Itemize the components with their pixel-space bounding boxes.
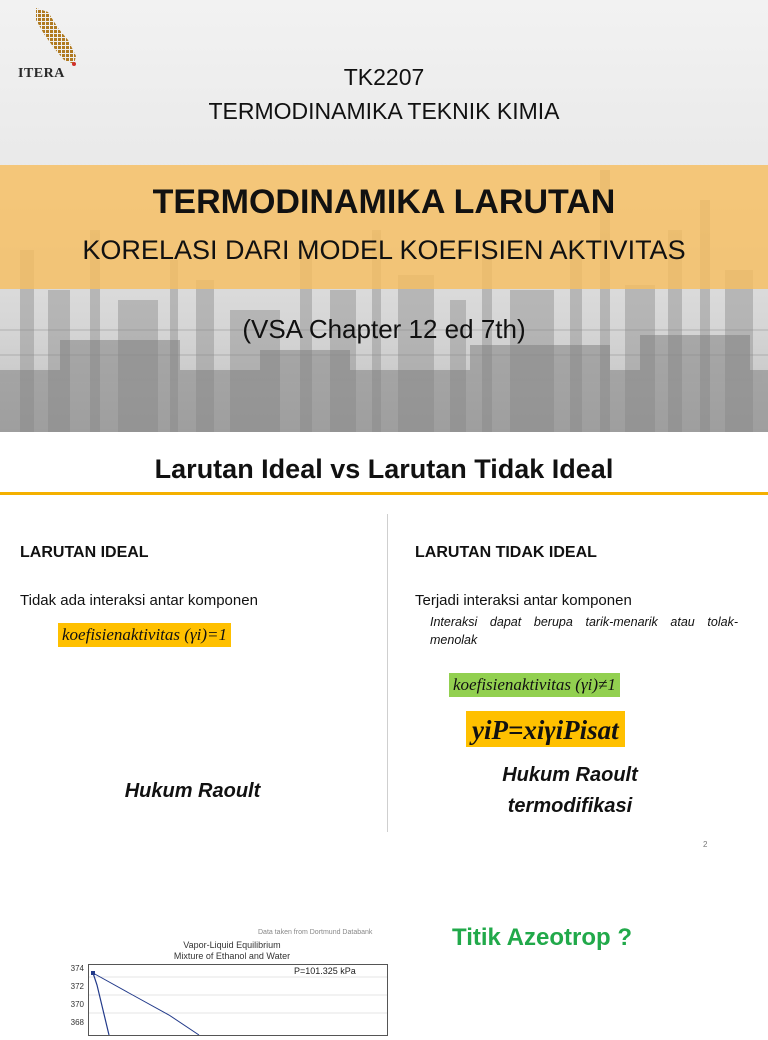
modified-raoult-equation <box>466 711 625 747</box>
equation-text: yiP=xiγiPisat <box>472 715 619 745</box>
interaction-note: Interaksi dapat berupa tarik-menarik atau tolak-menolak <box>430 615 738 647</box>
comparison-slide <box>0 432 768 864</box>
non-ideal-heading: LARUTAN TIDAK IDEAL <box>415 544 597 561</box>
slide-title: TERMODINAMIKA LARUTAN <box>152 183 616 221</box>
title-slide <box>0 0 768 432</box>
pressure-label: P=101.325 kPa <box>294 966 356 976</box>
formula-value: (γi)=1 <box>184 625 227 644</box>
modified-raoult-label-line1: Hukum Raoult <box>502 764 638 786</box>
ideal-description: Tidak ada interaksi antar komponen <box>20 592 258 609</box>
formula-word: koefisienaktivitas <box>62 625 181 644</box>
ideal-heading: LARUTAN IDEAL <box>20 544 149 561</box>
slide-title: Larutan Ideal vs Larutan Tidak Ideal <box>154 454 614 484</box>
non-ideal-activity-formula <box>449 673 620 697</box>
data-source-note: Data taken from Dortmund Databank <box>258 929 373 936</box>
title-underline <box>0 492 768 495</box>
y-tick-label: 368 <box>70 1018 84 1027</box>
modified-raoult-label-line2: termodifikasi <box>507 795 633 817</box>
azeotrope-heading: Titik Azeotrop ? <box>452 924 632 951</box>
course-code: TK2207 <box>343 64 425 90</box>
ideal-activity-formula <box>58 623 231 647</box>
azeotrope-slide <box>0 864 768 1027</box>
y-tick-label: 372 <box>70 982 84 991</box>
chart-title: Vapor-Liquid Equilibrium <box>183 940 281 950</box>
y-tick-label: 370 <box>70 1000 84 1009</box>
raoult-law-label: Hukum Raoult <box>124 780 261 802</box>
non-ideal-description: Terjadi interaksi antar komponen <box>415 592 632 609</box>
y-tick-label: 374 <box>70 964 84 973</box>
page-number: 2 <box>703 840 708 849</box>
chart-subtitle: Mixture of Ethanol and Water <box>173 951 291 961</box>
column-divider <box>387 514 388 832</box>
chapter-reference: (VSA Chapter 12 ed 7th) <box>242 314 526 344</box>
logo-text: ITERA <box>18 66 65 81</box>
course-name: TERMODINAMIKA TEKNIK KIMIA <box>208 98 560 124</box>
slide-subtitle: KORELASI DARI MODEL KOEFISIEN AKTIVITAS <box>82 235 686 265</box>
formula-value: (γi)≠1 <box>575 675 616 694</box>
formula-word: koefisienaktivitas <box>453 675 572 694</box>
